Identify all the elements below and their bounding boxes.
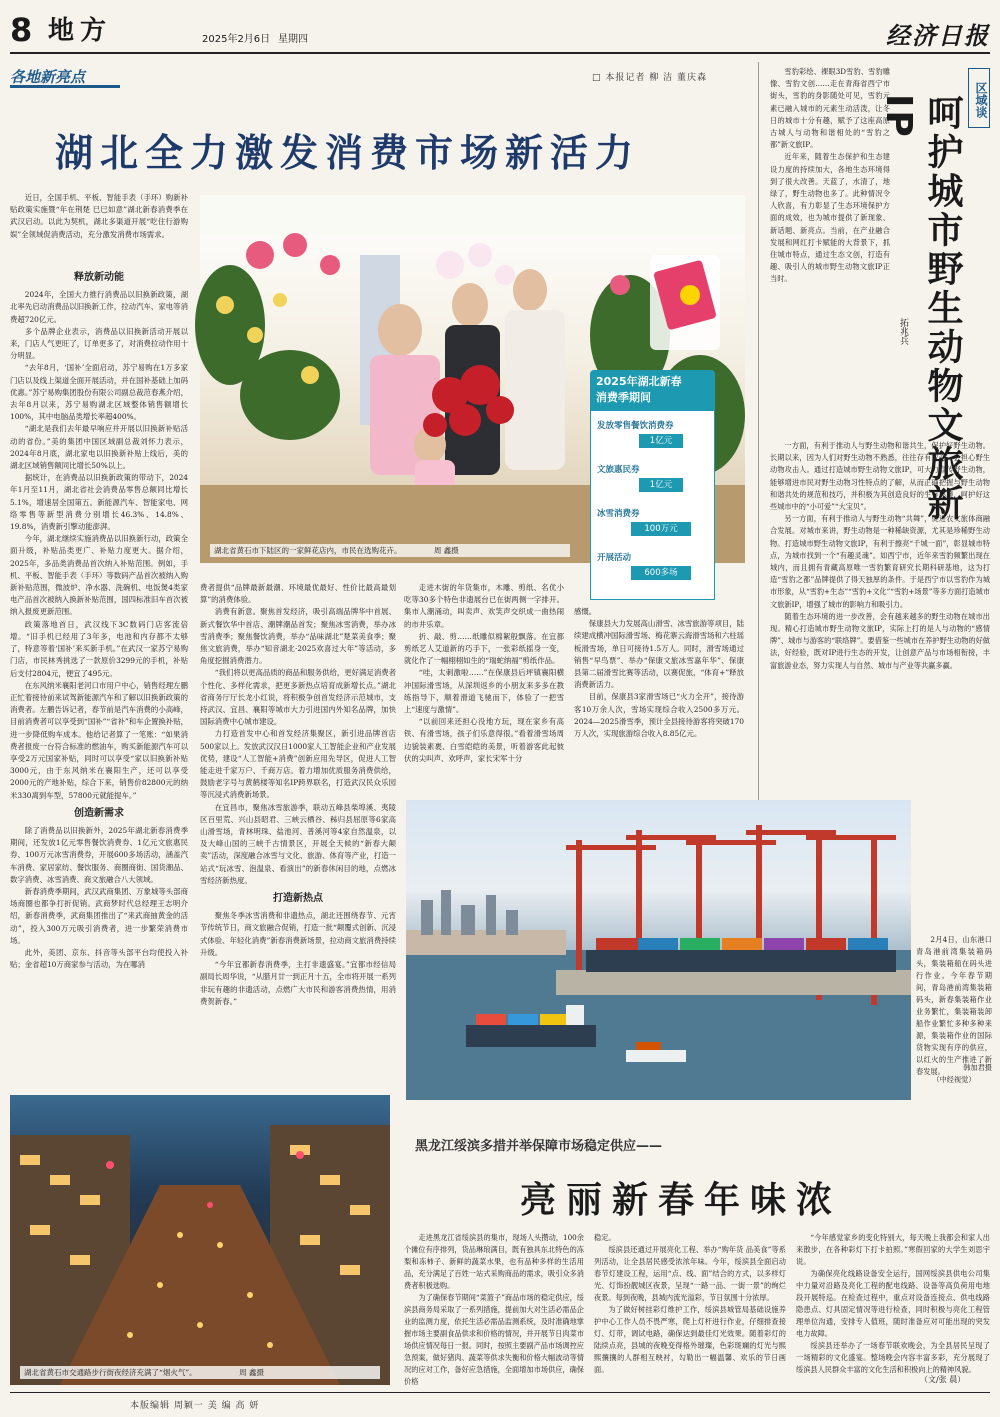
main-headline: 湖北全力激发消费市场新活力 (55, 131, 641, 175)
infographic-item-value: 100万元 (631, 522, 691, 536)
article-paragraph: 走进黑龙江省绥滨县的集市，现场人头攒动，100余个摊位有序排列，货品琳琅满目，既有独具东北特色的冻梨和冻柿子、新鲜的蔬菜水果，也有品种多样的生活用品，充分满足了百姓一站式采购商品的需求，吸引众多消费者积极选购。 (404, 1233, 584, 1290)
side-column-tag (968, 68, 990, 128)
masthead-logo: 经济日报 (886, 21, 990, 50)
article-paragraph: 费者提供“品牌最新最潮、环境最优最好、性价比最高最划算”的消费体验。 (200, 583, 396, 605)
article-paragraph: 为了做好树挂彩灯维护工作，绥滨县城管局基础设施养护中心工作人员不畏严寒，爬上灯杆进行作业，仔细排查接灯、灯带，调试电路，确保达到最佳灯光效果。随着彩灯的陆续点亮，县城的夜晚变得格外璀璨，色彩斑斓的灯光与熙熙攘攘的人群相互映衬，勾勒出一幅温馨、欢乐的节日画面。 (594, 1305, 786, 1374)
subhead-build-hotspots: 打造新热点 (273, 893, 323, 905)
article-paragraph: “湖北是我们去年最早响应并开展以旧换新补贴活动的省份。”美的集团中国区域副总裁刘怀力表示，2024年8月底，湖北家电以旧换新补贴上线后，美的湖北区域销售额同比增长50%以上。 (10, 424, 188, 471)
main-article-column-4 (574, 606, 744, 792)
side-column-tag-label: 区域谈 (974, 82, 988, 118)
bottom-article-kicker: 黑龙江绥滨多措并举保障市场稳定供应—— (415, 1139, 663, 1154)
column-tag-label: 各地新亮点 (10, 68, 86, 86)
main-article-column-1 (10, 266, 188, 1091)
article-paragraph: 绥滨县还举办了一场春节联欢晚会，为全县居民呈现了一场精彩的文化盛宴。整场晚会内容丰富多彩，充分展现了绥滨县人民群众丰富的文化生活和积极向上的精神风貌。 (796, 1341, 990, 1374)
bottom-article-column-1 (404, 1232, 584, 1386)
intro-text (10, 192, 188, 262)
issue-date: 2025年2月6日 (202, 34, 271, 45)
intro-paragraph: 近日，全国手机、平板、智能手表（手环）购新补贴政策实施暨“年在荆楚 巳巳如意”湖北新春消费季在武汉启动。以此为契机，湖北多渠道开展“吃住行游购娱”全领域促消费活动，充分激发消费市场需求。 (10, 193, 188, 239)
infographic-item (597, 507, 709, 536)
article-paragraph: 除了消费品以旧换新外，2025年湖北新春消费季期间，还发放1亿元零售餐饮消费券、1亿元文旅惠民券、100万元冰雪消费券，开展600多场活动，涵盖汽车消费、家居家纺、餐饮服务、商圈商街、国货潮品、数字消费、冰雪消费、商文旅融合八大领域。 (10, 825, 188, 884)
port-illustration (406, 800, 911, 1100)
article-paragraph: 多个品牌企业表示，消费品以旧换新活动开展以来，门店人气更旺了，订单更多了，对消费拉动作用十分明显。 (10, 326, 188, 361)
photo1-caption (210, 544, 570, 557)
article-paragraph: 为了确保春节期间“菜篮子”商品市场的稳定供应，绥滨县商务局采取了一系列措施，提前加大对生活必需品企业的监测力度，依托生活必需品监测系统，及时准确地掌握市场主要副食品供求和价格的情况，并开展节日肉菜市场供应情况每日一报。同时，按照主要副产品市场调控应急预案，做好猪肉、蔬菜等供求失衡和价格大幅波动等情况的应对工作，备好应急措施，全面增加市场供应，确保价格 (404, 1293, 584, 1386)
article-paragraph: 稳定。 (594, 1233, 616, 1242)
side-paragraph: 另一方面，有利于推动人与野生动物“共舞”，促进农文旅体商融合发展。对城市来讲，野生动物是一种稀缺资源，尤其是珍稀野生动物。打造城市野生动物文旅IP，有利于擦亮“千城一面”，彰显城市特点，为城市找到一个“有趣灵魂”。如西宁市，近年来雪豹频繁出现在城内，而且拥有青藏高原唯一雪豹繁育研究长期科研基地，这为打造“雪豹之都”品牌提供了得天独厚的条件。于是西宁市以雪豹作为城市形象，从“雪豹+生态”“雪豹+文化”“雪豹+场景”等多方面打造城市文旅新IP，增强了城市的影响力和吸引力。 (770, 514, 990, 609)
article-paragraph: “我们将以更高品质的商品和服务供给，更好满足消费者个性化、多样化需求，把更多新热点培育成新增长点。”湖北省商务厅厅长龙小红说，将积极争创首发经济示范城市，支持武汉、宜昌、襄阳等城市大力引进国内外知名品牌，加快国际消费中心城市建设。 (200, 668, 396, 727)
photo1-credit: 周 鑫摄 (433, 546, 459, 555)
infographic-title-box (590, 370, 715, 410)
article-paragraph: 保康县大力发展高山滑雪、冰雪旅游等项目，陆续建成横冲国际滑雪场、梅花寨云海滑雪场和六柱瑶板滑雪场，单日可接待1.5万人。同时，滑雪场通过销售“早鸟票”、举办“保康文旅冰雪嘉年华”、保康县第二届滑雪比赛等活动，以赛促旅，“体育+”释放消费新活力。 (574, 619, 745, 690)
infographic-item-label: 冰雪消费券 (597, 509, 640, 519)
infographic-title-line1: 2025年湖北新春 (596, 375, 682, 388)
side-paragraph: 雪豹彩绘、裸眼3D雪豹、雪豹雕像、雪豹文创……走在青海省西宁市街头，雪豹的身影随处可见，雪豹元素已融入城市的元素生动活泼，让冬日的城市十分有趣，赋予了这座高原古城人与动物和谐相处的“雪豹之都”新文旅IP。 (770, 67, 890, 150)
infographic-item (597, 419, 709, 448)
article-paragraph: 感慨。 (574, 607, 597, 616)
side-column-text-bottom (770, 440, 990, 792)
column-tag (10, 66, 120, 88)
infographic-item-label: 发放零售餐饮消费券 (597, 421, 674, 431)
article-paragraph: “去年8月，‘国补’全面启动，苏宁易购在1万多家门店以及线上渠道全面开展活动，并在国补基础上加码优惠。”苏宁易购集团股份有限公司副总裁范春燕介绍，去年8月以来，苏宁易购湖北区域整体销售额增长100%，其中电脑品类增长率超400%。 (10, 363, 188, 422)
infographic-item (597, 463, 709, 492)
page-header (10, 12, 990, 48)
article-paragraph: 力打造首发中心和首发经济集聚区，新引进品牌首店500家以上。发放武汉汉日1000家人工智能企业和产业发展优势，建设“人工智能+消费”创新应用先导区，促进人工智能走进千家万户、千商万店。着力增加优质服务消费供给，鼓励老字号与黄鹤楼等知名IP跨界联名，打造武汉民众乐园等沉浸式消费新场景。 (200, 729, 396, 800)
bottom-article-column-3 (796, 1232, 990, 1372)
side-column-headline: 呵护城市野生动物文旅新IP (878, 94, 963, 523)
article-paragraph: “今年宜都新春消费季，主打非遗盛宴。”宜都市经信局副局长周华说，“从腊月廿一到正月十五，全市将开展一系列非玩有趣的非遗活动，点燃广大市民和游客消费热情，用消费贺新春。” (200, 960, 396, 1006)
night-street-photo (10, 1095, 390, 1385)
article-paragraph: 2024年，全国大力推行消费品以旧换新政策，湖北率先启动消费品以旧换新工作，拉动汽车、家电等消费超720亿元。 (10, 290, 188, 324)
night-street-illustration (10, 1095, 390, 1385)
section-name: 地方 (48, 16, 113, 46)
side-column-author: 拓兆兵 (898, 318, 908, 345)
infographic-item-value: 1亿元 (639, 434, 683, 448)
article-paragraph: 今年，湖北继续实施消费品以旧换新行动，政策全面升级，补贴品类更广、补贴力度更大。据介绍，2025年，多品类消费品首次纳入补贴范围。例如，手机、平板、智能手表（手环）等数码产品首次被纳入购新补贴范围，微波炉、净水器、洗碗机、电饭煲4类家电产品首次被纳入换新补贴范围，国四标准旧车首次被纳入报废更新范围。 (10, 534, 188, 617)
article-paragraph: “今年感觉家乡的变化特别大，每天晚上我都会和家人出来散步，在各种彩灯下打卡拍照。”寒假回家的大学生刘思宇说。 (796, 1233, 990, 1266)
article-paragraph: “以前回来还担心没地方玩，现在家乡有高铁、有滑雪场，孩子们乐意得很。”看着滑雪场周边貌装素裹、白雪皑皑的美景，听着游客此起彼伏的尖叫声、欢呼声，家长宋军十分 (404, 717, 564, 763)
article-paragraph: 目前，保康县3家滑雪场已“火力全开”，接待游客10万余人次，雪场实现综合收入2500多万元。2024—2025滑雪季，预计全县接待游客将突破170万人次，实现旅游综合收入8.85亿元。 (574, 692, 744, 739)
article-paragraph: 在宜昌市，聚焦冰雪旅游季，联动五峰县柴埠溪、夷陵区百里荒、兴山县昭君、三峡云栖谷、秭归县屈原等6家高山滑雪场，青林明珠、盐池河、普溪河等4家自然温泉，以及大峰山国的三峡千古情景区，开展全天候的“新春大颠卖”活动，深度融合冰雪与文化、旅游、体育等产业，打造一站式“玩冰雪、泡温泉、看演出”的新春休闲目的地，点燃冰雪经济新热度。 (200, 802, 396, 885)
consumption-infographic (590, 370, 715, 600)
infographic-item-value: 600多场 (631, 566, 691, 580)
main-article-column-2 (200, 582, 396, 1082)
side-column-text-top (770, 66, 890, 438)
port-caption-text: 2月4日，山东港口青岛港前湾集装箱码头，集装箱船在码头进行作业。今年春节期间，青岛港前湾集装箱码头，新春集装箱作业业务繁忙，集装箱装卸船作业繁忙多种多种来源，集装箱作业的国际货物实现有序的供应，以红火的生产推进了新春发展。 (916, 935, 992, 1076)
photo1-caption-text: 湖北省黄石市下陆区的一家鲜花店内，市民在选购花卉。 (214, 546, 402, 555)
bottom-article-author: （文/张 晨） (920, 1375, 966, 1384)
port-caption-source: （中经视觉） (932, 1075, 976, 1084)
header-rule (10, 52, 990, 54)
infographic-title-line2: 消费季期间 (596, 391, 651, 404)
infographic-body (590, 410, 715, 600)
article-paragraph: 政策落地首日，武汉线下3C数码门店客流倍增。“旧手机已经用了3年多，电池和内存都不太够了，特意等着‘国补’来买新手机。”在武汉一家苏宁易购门店，市民林秀挑选了一款原价3299元的手机，补贴后支付2804元，便宜了495元。 (10, 619, 188, 678)
infographic-item (597, 551, 709, 580)
qingdao-port-photo (406, 800, 911, 1100)
article-paragraph: 聚焦冬季冰雪消费和非遗热点，湖北还围绕春节、元宵节传统节日，商文旅融合促销，打造一批“颠覆式创新、沉浸式体验、年轻化消费”新春消费新场景，拉动商文旅消费持续升级。 (200, 911, 396, 957)
infographic-item-label: 文旅惠民券 (597, 465, 640, 475)
main-article-column-3 (404, 582, 564, 792)
photo2-caption (20, 1366, 380, 1379)
side-paragraph: 一方面，有利于推动人与野生动物和谐共生，保护好野生动物。长期以来，因为人们对野生动物不熟悉，往往存有戒心，会担心野生动物攻击人。通过打造城市野生动物文旅IP，可大力宣传野生动物，能够增进市民对野生动物习性特点的了解，从而正确把握与野生动物和谐共处的规范和技巧，并积极为其创造良好的生存环境，呵护好这些城市中的“小可爱”“大宝贝”。 (770, 441, 990, 512)
article-paragraph: 据统计，在消费品以旧换新政策的带动下，2024年1月至11月，湖北省社会消费品零售总额同比增长5.1%，增速居全国第五。新能源汽车、智能家电、网络零售等新型消费分别增长46.3%、14.8%、19.8%，消费新引擎动能澎湃。 (10, 473, 188, 532)
infographic-item-label: 开展活动 (597, 553, 632, 563)
article-paragraph: 走进木街的年货集市，木雕、剪纸、名优小吃等30多个特色非遗展台已在街两侧一字排开。集市人潮涌动，叫卖声、欢笑声交织成一曲热闹的市井乐章。 (404, 583, 564, 629)
byline: □ 本报记者 柳 洁 董庆森 (592, 73, 707, 83)
issue-weekday: 星期四 (278, 34, 308, 45)
bottom-article-headline: 亮丽新春年味浓 (520, 1180, 843, 1221)
article-paragraph: “哇，太刺激啦……”在保康县后坪镇襄阳横冲国际滑雪场，从深圳返乡的小朋友来多多在教练指导下，顺着滑道飞驰而下，体验了一把雪上“速度与激情”。 (404, 668, 564, 715)
article-paragraph: 绥滨县还通过开展亮化工程、举办“购年货 品美食”等系列活动，让全县居民感受浓浓年味。今年，绥滨县全面启动春节灯建设工程，运用“点、线、面”结合的方式，以多样灯光、灯饰扮靓城区夜景，呈现“一路一品、一街一景”的绚烂夜景。每到夜晚，县城内流光溢彩，节日氛围十分浓厚。 (594, 1245, 786, 1302)
article-paragraph: 此外，美团、京东、抖音等头部平台均使投入补贴；金省超10万商家参与活动，为在哪消 (10, 947, 188, 970)
infographic-item-value: 1亿元 (639, 478, 683, 492)
article-paragraph: 在东风纳米襄阳老河口市用户中心，销售经理左鹏正忙着接待前来试驾新能源汽车和了解以旧换新政策的消费者。左鹏告诉记者，春节前是汽车消费的小高峰，目前消费者可以享受到“国补”“省补”和车企置换补贴，进一步降低购车成本。他给记者算了一笔账：“如果消费者报废一台符合标准的燃油车，购买新能源汽车可以享受2万元国家补贴，同时可以享受“家以旧换新补贴3000元，由于东风纳米在襄阳生产，还可以享受2000元的产地补贴，综合下来，销售价82800元的纳米330离到车型，57800元就能提车。” (10, 680, 188, 800)
article-paragraph: 折、敲、剪……纸雕似棉絮般飘落。在宜都剪纸艺人艾道新的巧手下，一张彩纸摇身一变，就化作了一幅栩栩如生的“瑞蛇纳福”剪纸作品。 (404, 631, 564, 666)
bottom-article-column-2 (594, 1232, 786, 1382)
side-column-divider (758, 62, 759, 802)
article-paragraph: 消费有新意。聚焦首发经济，吸引高端品牌华中首展、新式餐饮华中首店、潮牌潮品首发；聚焦冰雪消费，举办冰雪消费季；聚焦餐饮消费，举办“品味湖北”楚菜美食季；聚焦文旅消费，举办“知音湖北·2025欢喜过大年”等活动，多角度挖掘消费潜力。 (200, 607, 396, 666)
page-footer: 本版编辑 周颖一 美 编 高 妍 (130, 1401, 260, 1411)
photo2-credit: 周 鑫摄 (239, 1368, 264, 1377)
photo2-caption-text: 湖北省黄石市交通路步行街夜经济充满了“烟火气”。 (24, 1368, 197, 1377)
side-paragraph: 随着生态环境的进一步改善，会有越来越多的野生动物在城市出现。精心打造城市野生动物文旅IP，实际上打的是人与动物的“感情牌”、城市与游客的“联络牌”。要借鉴一些城市在养护野生动物的好做法，好经验，既对IP进行生态的开发，让创意产品与市场相衔接，丰富旅游业态，努力实现人与自然、城市与产业等共赢多赢。 (770, 611, 990, 670)
subhead-create-demand: 创造新需求 (74, 807, 124, 819)
article-paragraph: 为确保亮化线路设备安全运行，国网绥滨县供电公司集中力量对沿路及亮化工程的配电线路、设备等高负荷用电地段开展特巡。在检查过程中，重点对设备连接点、供电线路隐患点、灯具固定情况等进行检查，同时积极与亮化工程管理单位沟通，安排专人值班，随时准备应对可能出现的突发电力故障。 (796, 1269, 990, 1338)
side-paragraph: 近年来，随着生态保护和生态建设力度的持续加大，各地生态环境得到了很大改善。天蓝了，水清了，地绿了，野生动物也多了。此种情况令人欣喜，有力彰显了生态环境保护方面的成效，也为城市提供了新现象、新话题、新亮点。当前，在产业融合发展和网红打卡赋能的大背景下，抓住城市特点，通过生态文创，打造有趣、吸引人的城市野生动物文旅IP正当时。 (770, 152, 890, 284)
port-photo-caption (916, 934, 992, 1104)
page-number: 8 (10, 11, 33, 49)
port-caption-credit: 韩加君摄 (963, 1063, 992, 1072)
article-paragraph: 新春消费季期间，武汉武商集团、万象城等头部商场商圈也都争打折促销。武商梦时代总经理王志明介绍，新春消费季，武商集团推出了“来武商抽黄金的活动”，投入300万元吸引消费者，进一步繁荣消费市场。 (10, 886, 188, 945)
footer-rule (10, 1392, 990, 1393)
subhead-release-momentum: 释放新动能 (74, 272, 124, 283)
